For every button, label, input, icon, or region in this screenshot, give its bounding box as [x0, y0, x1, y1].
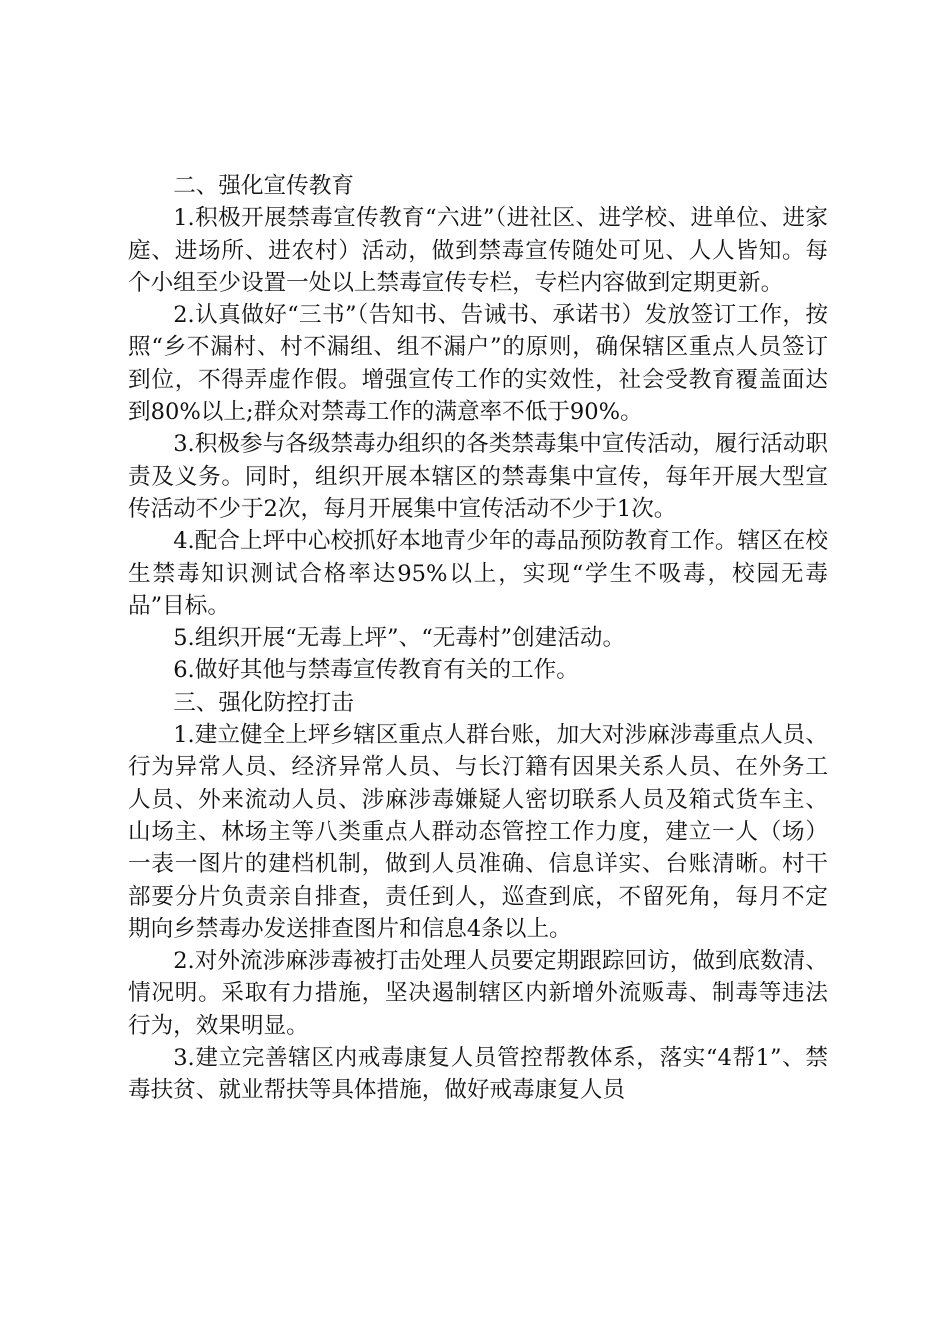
paragraph: 1.建立健全上坪乡辖区重点人群台账，加大对涉麻涉毒重点人员、行为异常人员、经济异常人员、与长汀籍有因果关系人员、在外务工人员、外来流动人员、涉麻涉毒嫌疑人密切联系人员及箱式货车主、山场主、林场主等八类重点人群动态管控工作力度，建立一人（场）一表一图片的建档机制，做到人员准确、信息详实、台账清晰。村干部要分片负责亲自排查，责任到人，巡查到底，不留死角，每月不定期向乡禁毒办发送排查图片和信息4条以上。	[128, 722, 828, 942]
section-heading-prevention: 三、强化防控打击	[173, 689, 354, 716]
paragraph: 5.组织开展“无毒上坪”、“无毒村”创建活动。	[173, 625, 626, 652]
paragraph: 4.配合上坪中心校抓好本地青少年的毒品预防教育工作。辖区在校生禁毒知识测试合格率达95%以上，实现“学生不吸毒，校园无毒品”目标。	[128, 528, 828, 619]
paragraph: 2.对外流涉麻涉毒被打击处理人员要定期跟踪回访，做到底数清、情况明。采取有力措施，坚决遏制辖区内新增外流贩毒、制毒等违法行为，效果明显。	[128, 948, 828, 1039]
paragraph: 6.做好其他与禁毒宣传教育有关的工作。	[173, 657, 579, 684]
section-heading-publicity: 二、强化宣传教育	[173, 173, 354, 199]
document-body	[128, 170, 828, 1107]
paragraph: 3.建立完善辖区内戒毒康复人员管控帮教体系，落实“4帮1”、禁毒扶贫、就业帮扶等具体措施，做好戒毒康复人员	[128, 1045, 828, 1104]
paragraph: 1.积极开展禁毒宣传教育“六进”（进社区、进学校、进单位、进家庭、进场所、进农村）活动，做到禁毒宣传随处可见、人人皆知。每个小组至少设置一处以上禁毒宣传专栏，专栏内容做到定期更新。	[128, 205, 828, 296]
paragraph: 2.认真做好“三书”（告知书、告诫书、承诺书）发放签订工作，按照“乡不漏村、村不漏组、组不漏户”的原则，确保辖区重点人员签订到位，不得弄虚作假。增强宣传工作的实效性，社会受教育覆盖面达到80%以上;群众对禁毒工作的满意率不低于90%。	[128, 302, 828, 426]
paragraph: 3.积极参与各级禁毒办组织的各类禁毒集中宣传活动，履行活动职责及义务。同时，组织开展本辖区的禁毒集中宣传，每年开展大型宣传活动不少于2次，每月开展集中宣传活动不少于1次。	[128, 431, 828, 522]
